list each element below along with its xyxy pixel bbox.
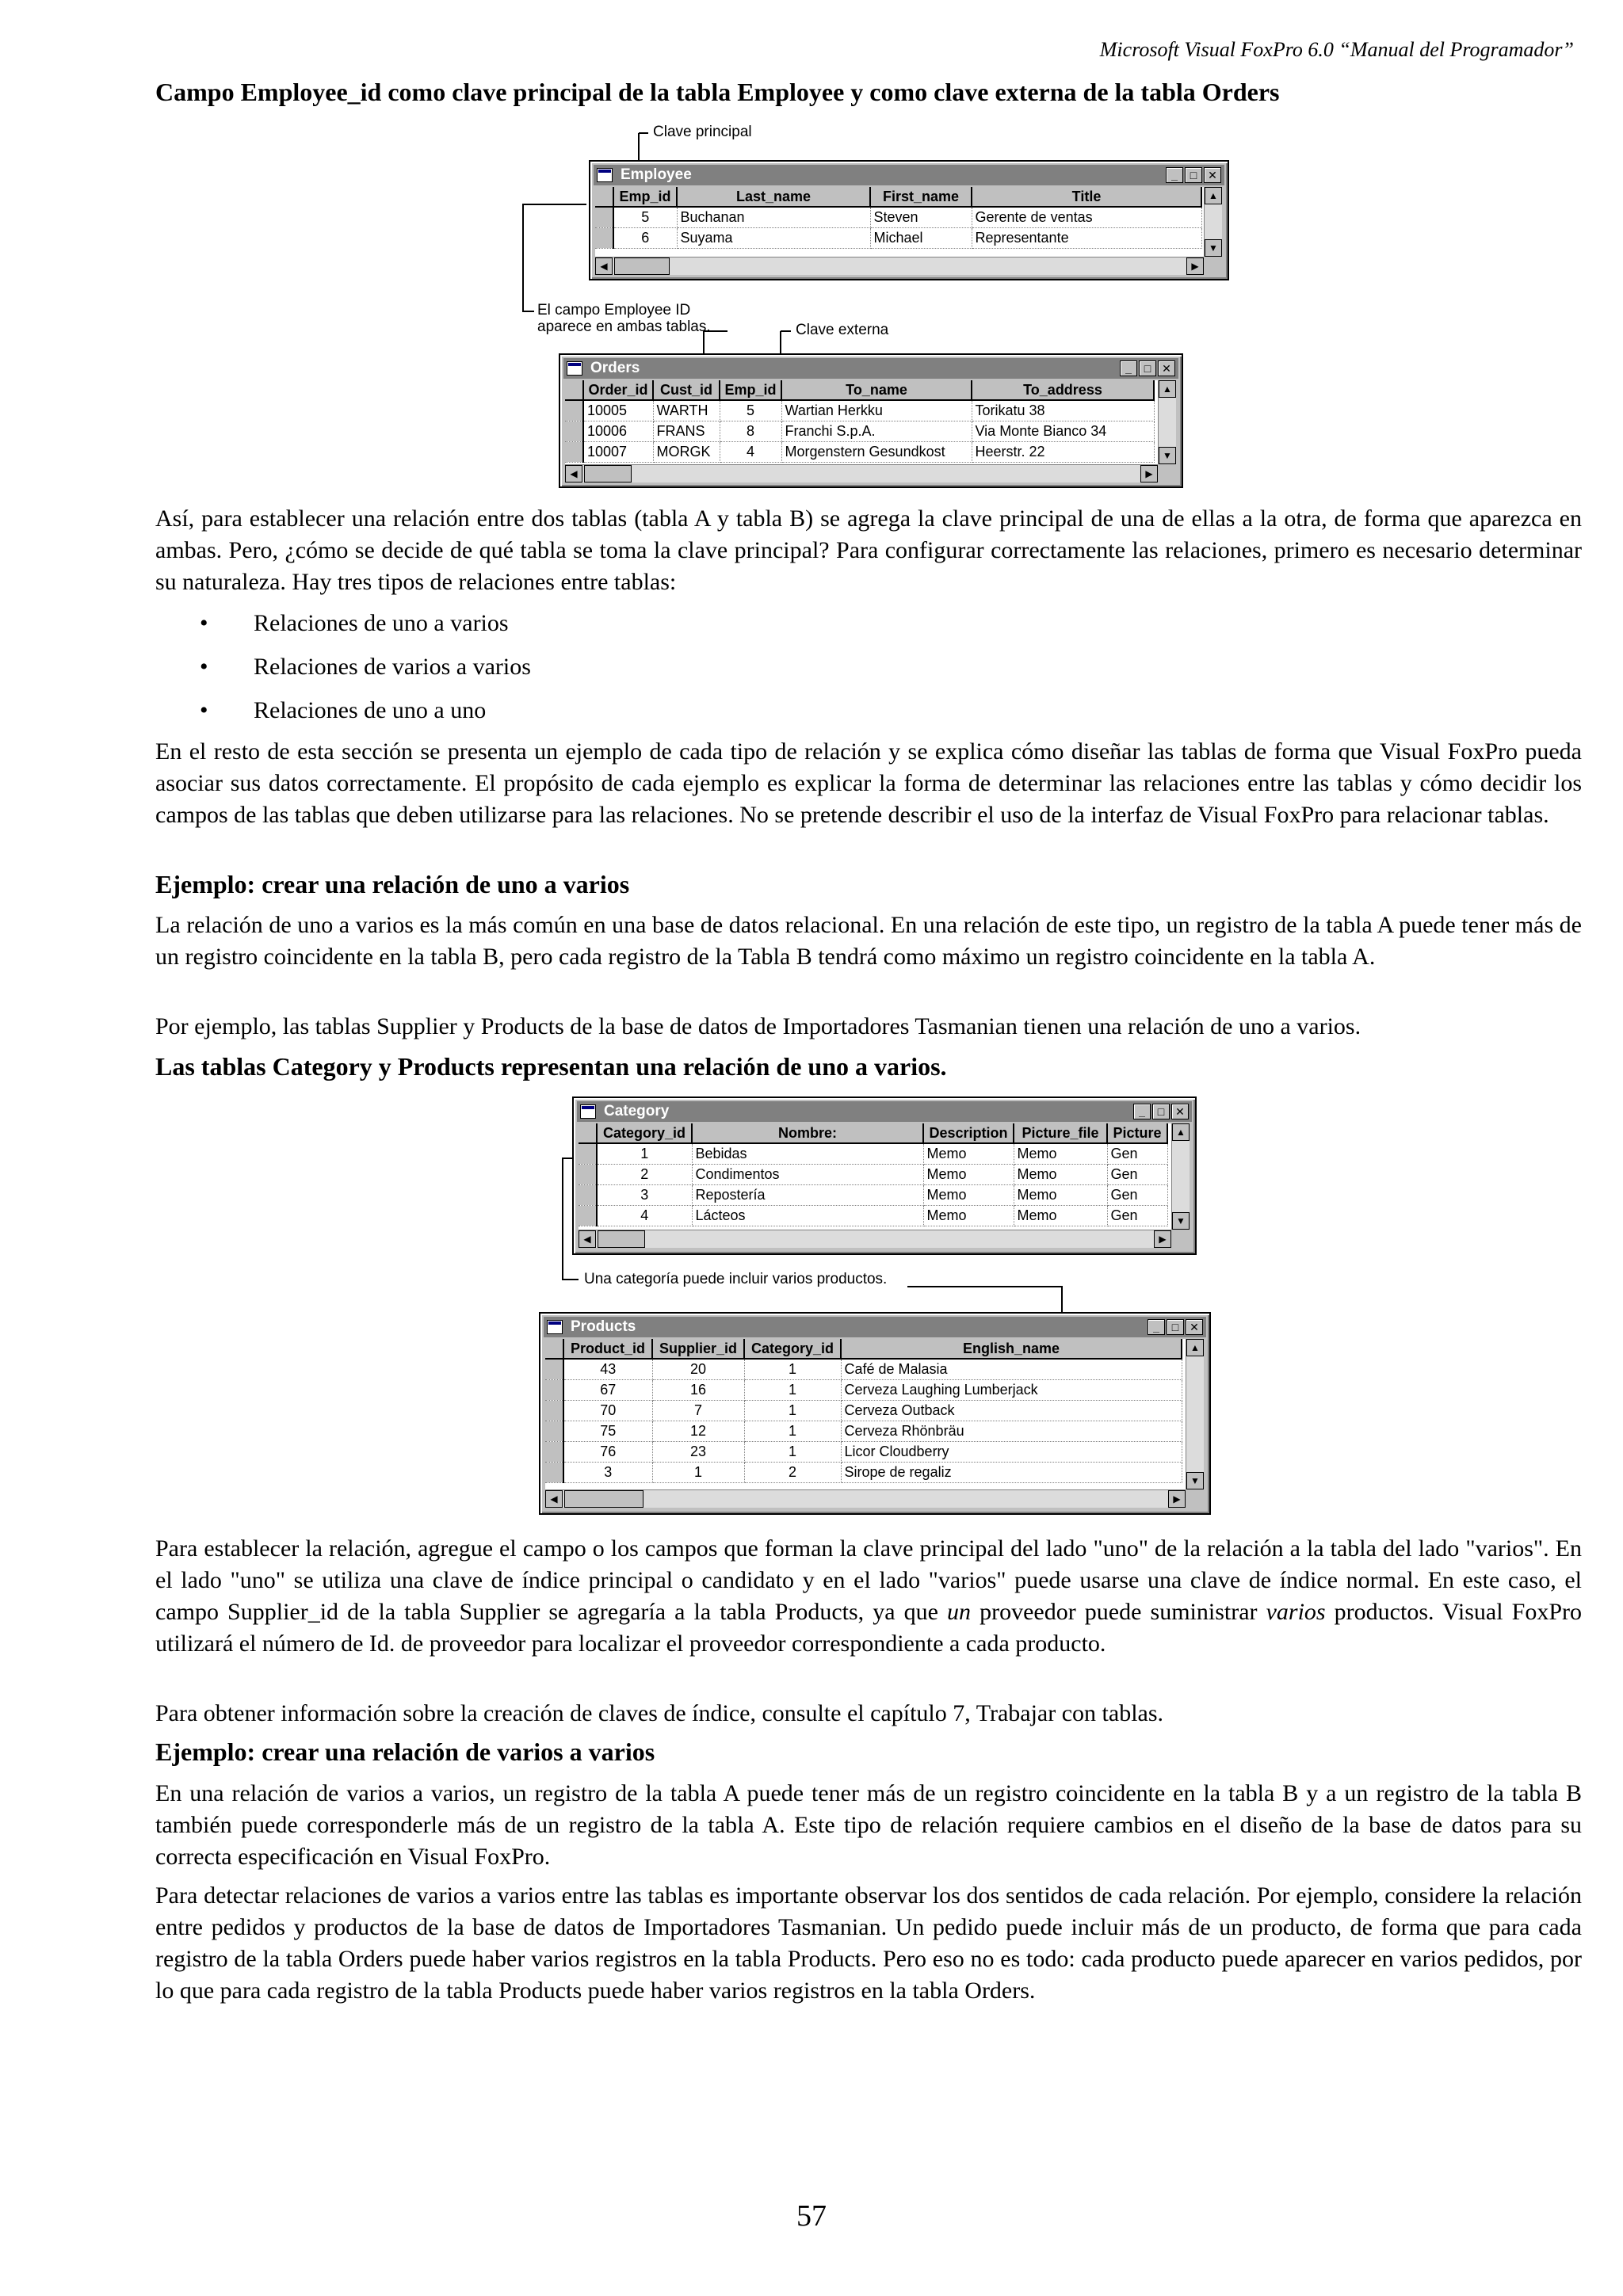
paragraph-one-to-many: La relación de uno a varios es la más común en una base de datos relacional. En una relación de este tipo, un registro de la tabla A puede tener más de un registro coincidente en la tabla B, pero cada registro de la Tabla B tendrá como máximo un registro coincidente en la tabla A.	[155, 912, 1582, 970]
scroll-right-icon[interactable]: ▶	[1168, 1490, 1186, 1508]
table-cell[interactable]: 76	[563, 1442, 652, 1463]
table-cell[interactable]: Condimentos	[692, 1165, 923, 1185]
table-cell[interactable]: Gerente de ventas	[972, 207, 1201, 228]
table-cell[interactable]: Gen	[1107, 1206, 1167, 1226]
table-cell[interactable]: Wartian Herkku	[781, 400, 972, 421]
column-header[interactable]: Last_name	[677, 187, 870, 207]
table-cell[interactable]: Memo	[923, 1206, 1014, 1226]
list-item: • Relaciones de uno a varios	[200, 601, 531, 645]
table-cell[interactable]: 1	[744, 1401, 841, 1421]
scroll-down-icon[interactable]: ▼	[1172, 1212, 1190, 1230]
table-cell[interactable]: Licor Cloudberry	[841, 1442, 1182, 1463]
table-cell[interactable]: 75	[563, 1421, 652, 1442]
table-cell[interactable]: 6	[613, 228, 677, 249]
table-cell[interactable]: Repostería	[692, 1185, 923, 1206]
products-titlebar[interactable]	[544, 1317, 1206, 1337]
list-item: • Relaciones de varios a varios	[200, 645, 531, 688]
callout-foreign-key: Clave externa	[796, 322, 889, 338]
table-cell[interactable]: Buchanan	[677, 207, 870, 228]
table-cell[interactable]: Franchi S.p.A.	[781, 421, 972, 442]
category-window-title: Category	[604, 1103, 670, 1119]
scroll-down-icon[interactable]: ▼	[1205, 239, 1222, 257]
callout-field-note-line2: aparece en ambas tablas.	[537, 318, 711, 335]
callout-category-note: Una categoría puede incluir varios productos.	[584, 1271, 888, 1287]
table-cell[interactable]: 1	[744, 1421, 841, 1442]
table-cell[interactable]: 70	[563, 1401, 652, 1421]
column-header[interactable]: Emp_id	[720, 380, 781, 400]
table-cell[interactable]: Gen	[1107, 1165, 1167, 1185]
horizontal-scrollbar[interactable]	[545, 1489, 1186, 1508]
column-header[interactable]: First_name	[870, 187, 972, 207]
table-row[interactable]	[579, 1143, 1167, 1165]
products-grid[interactable]	[545, 1339, 1186, 1489]
scroll-up-icon[interactable]: ▲	[1159, 380, 1176, 398]
column-header[interactable]: Description	[923, 1123, 1014, 1143]
table-cell[interactable]: Cerveza Rhönbräu	[841, 1421, 1182, 1442]
table-cell[interactable]: 4	[720, 442, 781, 463]
scroll-right-icon[interactable]: ▶	[1154, 1230, 1171, 1248]
paragraph-many-to-many: En una relación de varios a varios, un registro de la tabla A puede tener más de un registro coincidente en la tabla B y a un registro de la tabla B también puede corresponderle más de un registro de la tabla A. Este tipo de relación requiere cambios en el diseño de la base de datos para su correcta especificación en Visual FoxPro.	[155, 1780, 1582, 1870]
scroll-right-icon[interactable]: ▶	[1186, 257, 1204, 275]
table-cell[interactable]: 20	[652, 1359, 744, 1380]
scroll-right-icon[interactable]: ▶	[1140, 465, 1158, 482]
column-header[interactable]: To_name	[781, 380, 972, 400]
table-cell[interactable]: 8	[720, 421, 781, 442]
table-row[interactable]	[545, 1421, 1182, 1442]
table-cell[interactable]: 2	[744, 1463, 841, 1483]
minimize-button[interactable]: _	[1166, 167, 1183, 183]
table-row[interactable]	[545, 1463, 1182, 1483]
table-row[interactable]	[579, 1185, 1167, 1206]
table-cell[interactable]: Via Monte Bianco 34	[972, 421, 1154, 442]
column-header[interactable]: Title	[972, 187, 1201, 207]
table-cell[interactable]: Morgenstern Gesundkost	[781, 442, 972, 463]
column-header[interactable]: Supplier_id	[652, 1339, 744, 1359]
table-cell[interactable]: 1	[652, 1463, 744, 1483]
table-cell[interactable]: Memo	[1014, 1165, 1107, 1185]
column-header[interactable]: Picture_file	[1014, 1123, 1107, 1143]
table-cell[interactable]: 1	[744, 1359, 841, 1380]
vertical-scrollbar[interactable]	[1171, 1123, 1190, 1230]
table-cell[interactable]: Bebidas	[692, 1143, 923, 1165]
column-header[interactable]: English_name	[841, 1339, 1182, 1359]
category-grid[interactable]	[579, 1123, 1171, 1230]
table-row[interactable]	[579, 1206, 1167, 1226]
close-button[interactable]: ✕	[1186, 1319, 1203, 1335]
table-row[interactable]	[545, 1401, 1182, 1421]
scroll-up-icon[interactable]: ▲	[1205, 187, 1222, 204]
table-cell[interactable]: 1	[744, 1442, 841, 1463]
table-cell[interactable]: Steven	[870, 207, 972, 228]
table-cell[interactable]: Café de Malasia	[841, 1359, 1182, 1380]
table-row[interactable]	[545, 1380, 1182, 1401]
para5-emphasis-varios: varios	[1266, 1599, 1326, 1625]
close-button[interactable]: ✕	[1204, 167, 1221, 183]
table-cell[interactable]: 4	[597, 1206, 692, 1226]
maximize-button[interactable]: □	[1152, 1104, 1170, 1119]
scroll-left-icon[interactable]: ◀	[579, 1230, 596, 1248]
paragraph-example: Por ejemplo, las tablas Supplier y Products de la base de datos de Importadores Tasmanian tienen una relación de uno a varios.	[155, 1013, 1361, 1039]
table-cell[interactable]: 23	[652, 1442, 744, 1463]
table-cell[interactable]: 16	[652, 1380, 744, 1401]
table-cell[interactable]: Michael	[870, 228, 972, 249]
column-header[interactable]: Product_id	[563, 1339, 652, 1359]
paragraph-intro: Así, para establecer una relación entre dos tablas (tabla A y tabla B) se agrega la clave principal de una de ellas a la otra, de forma que aparezca en ambas. Pero, ¿cómo se decide de qué tabla se toma la clave principal? Para configurar correctamente las relaciones, primero es necesario determinar su naturaleza. Hay tres tipos de relaciones entre tablas:	[155, 505, 1582, 595]
scroll-left-icon[interactable]: ◀	[545, 1490, 563, 1508]
minimize-button[interactable]: _	[1120, 360, 1137, 376]
close-button[interactable]: ✕	[1158, 360, 1175, 376]
table-cell[interactable]: 5	[613, 207, 677, 228]
window-menu-icon[interactable]	[547, 1320, 563, 1334]
table-cell[interactable]: Representante	[972, 228, 1201, 249]
table-cell[interactable]: 10007	[583, 442, 653, 463]
table-cell[interactable]: 5	[720, 400, 781, 421]
paragraph-detect-many-to-many: Para detectar relaciones de varios a varios entre las tablas es importante observar los dos sentidos de cada relación. Por ejemplo, considere la relación entre pedidos y productos de la base de datos de Importadores Tasmanian. Un pedido puede incluir más de un producto, de forma que para cada registro de la tabla Orders puede haber varios registros en la tabla Products. Pero eso no es todo: cada producto puede aparecer en varios pedidos, por lo que para cada registro de la tabla Products puede haber varios registros en la tabla Orders.	[155, 1882, 1582, 2004]
heading-many-to-many: Ejemplo: crear una relación de varios a varios	[155, 1737, 655, 1766]
category-window[interactable]	[572, 1097, 1197, 1255]
column-header[interactable]: Category_id	[744, 1339, 841, 1359]
table-cell[interactable]: 10006	[583, 421, 653, 442]
column-header[interactable]: Picture	[1107, 1123, 1167, 1143]
paragraph-overview: En el resto de esta sección se presenta un ejemplo de cada tipo de relación y se explica cómo diseñar las tablas de forma que Visual FoxPro pueda asociar sus datos correctamente. El propósito de cada ejemplo es explicar la forma de determinar las relaciones entre las tablas y cómo decidir los campos de las tablas que deben utilizarse para las relaciones. No se pretende describir el uso de la interfaz de Visual FoxPro para relacionar tablas.	[155, 738, 1582, 828]
table-cell[interactable]: Heerstr. 22	[972, 442, 1154, 463]
table-cell[interactable]: Sirope de regaliz	[841, 1463, 1182, 1483]
table-cell[interactable]: Gen	[1107, 1185, 1167, 1206]
column-header[interactable]: Nombre:	[692, 1123, 923, 1143]
table-cell[interactable]: Gen	[1107, 1143, 1167, 1165]
minimize-button[interactable]: _	[1133, 1104, 1151, 1119]
table-cell[interactable]: Memo	[1014, 1185, 1107, 1206]
table-cell[interactable]: Memo	[1014, 1143, 1107, 1165]
table-cell[interactable]: Memo	[1014, 1206, 1107, 1226]
table-cell[interactable]: 7	[652, 1401, 744, 1421]
table-cell[interactable]: Cerveza Outback	[841, 1401, 1182, 1421]
table-cell[interactable]: Memo	[923, 1165, 1014, 1185]
table-row[interactable]	[579, 1165, 1167, 1185]
para5-emphasis-un: un	[947, 1599, 972, 1625]
close-button[interactable]: ✕	[1171, 1104, 1189, 1119]
figure2-caption: Las tablas Category y Products representan una relación de uno a varios.	[155, 1052, 947, 1081]
scroll-left-icon[interactable]: ◀	[595, 257, 613, 275]
table-cell[interactable]: 43	[563, 1359, 652, 1380]
scroll-thumb[interactable]	[564, 1490, 643, 1508]
table-cell[interactable]: 1	[744, 1380, 841, 1401]
page-number: 57	[796, 2199, 827, 2233]
scroll-down-icon[interactable]: ▼	[1159, 447, 1176, 464]
category-header-row	[579, 1123, 1167, 1143]
para5-part-c: productos. Visual FoxPro utilizará el número de Id. de proveedor para localizar el proveedor correspondiente a cada producto.	[155, 1599, 1583, 1657]
table-cell[interactable]: Cerveza Laughing Lumberjack	[841, 1380, 1182, 1401]
column-header[interactable]: Category_id	[597, 1123, 692, 1143]
table-cell[interactable]: 3	[597, 1185, 692, 1206]
maximize-button[interactable]: □	[1139, 360, 1156, 376]
table-cell[interactable]: WARTH	[653, 400, 720, 421]
table-cell[interactable]: MORGK	[653, 442, 720, 463]
column-header[interactable]: To_address	[972, 380, 1154, 400]
para5-part-b: proveedor puede suministrar	[971, 1599, 1266, 1625]
heading-one-to-many: Ejemplo: crear una relación de uno a varios	[155, 870, 630, 898]
table-cell[interactable]: 12	[652, 1421, 744, 1442]
paragraph-index-keys: Para obtener información sobre la creación de claves de índice, consulte el capítulo 7, Trabajar con tablas.	[155, 1700, 1164, 1726]
table-cell[interactable]: Torikatu 38	[972, 400, 1154, 421]
scroll-up-icon[interactable]: ▲	[1186, 1339, 1204, 1356]
orders-window-title: Orders	[590, 360, 640, 376]
table-cell[interactable]: Memo	[923, 1185, 1014, 1206]
column-header[interactable]: Cust_id	[653, 380, 720, 400]
running-header: Microsoft Visual FoxPro 6.0 “Manual del Programador”	[1099, 38, 1574, 61]
table-cell[interactable]: 67	[563, 1380, 652, 1401]
table-row[interactable]	[545, 1442, 1182, 1463]
products-header-row	[545, 1339, 1182, 1359]
table-cell[interactable]: 2	[597, 1165, 692, 1185]
para5-part-a: Para establecer la relación, agregue el campo o los campos que forman la clave principal del lado "uno" de la relación a la tabla del lado "varios". En el lado "uno" se utiliza una clave de índice principal o candidato y en el lado "varios" puede usarse una clave de índice normal. En este caso, el campo Supplier_id de la tabla Supplier se agregaría a la tabla Products, ya que	[155, 1535, 1582, 1625]
scroll-up-icon[interactable]: ▲	[1172, 1123, 1190, 1141]
scroll-thumb[interactable]	[598, 1230, 645, 1248]
table-cell[interactable]: 1	[597, 1143, 692, 1165]
horizontal-scrollbar[interactable]	[579, 1230, 1171, 1248]
scroll-left-icon[interactable]: ◀	[565, 465, 582, 482]
figure1-caption: Campo Employee_id como clave principal de la tabla Employee y como clave externa de la tabla Orders	[155, 78, 1280, 106]
category-titlebar[interactable]	[577, 1101, 1192, 1122]
products-window-title: Products	[571, 1318, 636, 1335]
vertical-scrollbar[interactable]	[1186, 1339, 1204, 1489]
employee-window-title: Employee	[621, 166, 692, 183]
callout-primary-key: Clave principal	[653, 124, 752, 140]
products-window[interactable]	[539, 1312, 1211, 1515]
scroll-down-icon[interactable]: ▼	[1186, 1472, 1204, 1489]
table-cell[interactable]: Suyama	[677, 228, 870, 249]
column-header[interactable]: Order_id	[583, 380, 653, 400]
table-cell[interactable]: FRANS	[653, 421, 720, 442]
column-header[interactable]: Emp_id	[613, 187, 677, 207]
paragraph-establish-relation	[155, 1533, 1582, 1660]
callout-field-note-line1: El campo Employee ID	[537, 302, 691, 318]
maximize-button[interactable]: □	[1167, 1319, 1184, 1335]
window-menu-icon[interactable]	[580, 1104, 596, 1119]
table-cell[interactable]: Lácteos	[692, 1206, 923, 1226]
maximize-button[interactable]: □	[1185, 167, 1202, 183]
table-cell[interactable]: 3	[563, 1463, 652, 1483]
table-cell[interactable]: Memo	[923, 1143, 1014, 1165]
table-cell[interactable]: 10005	[583, 400, 653, 421]
list-item: • Relaciones de uno a uno	[200, 688, 531, 732]
table-row[interactable]	[545, 1359, 1182, 1380]
minimize-button[interactable]: _	[1148, 1319, 1165, 1335]
